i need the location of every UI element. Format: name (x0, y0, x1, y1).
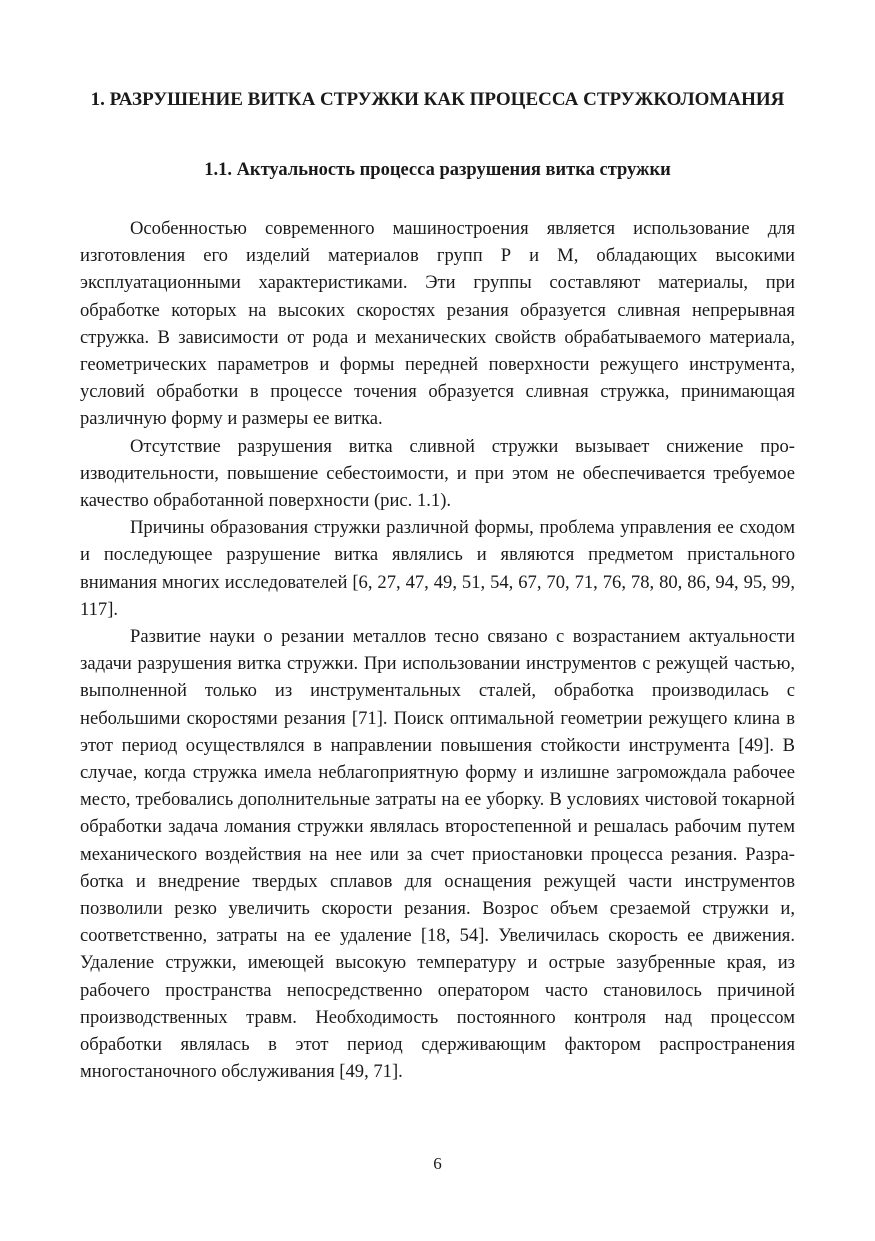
page-number: 6 (433, 1154, 442, 1173)
body-text (80, 215, 795, 1086)
section-title: 1.1. Актуальность процесса разрушения витка стружки (204, 160, 671, 180)
chapter-title: 1. РАЗРУШЕНИЕ ВИТКА СТРУЖКИ КАК ПРОЦЕССА СТРУЖКОЛОМАНИЯ (90, 89, 785, 110)
paragraph: Развитие науки о резании металлов тесно связано с возрастанием актуальности задачи разрушения витка стружки. При использовании инструментов с режущей частью, выполненной только из инструментальных сталей, обработка производилась с небольшими скоростями резания [71]. Поиск оптимальной геометрии режущего клина в этот период осуществлялся в направлении повышения стойкости инструмента [49]. В случае, когда стружка имела неблагоприятную форму и излишне загромождала рабочее место, требовались дополнительные затраты на ее уборку. В условиях чистовой токарной обработки задача ломания стружки являлась второстепенной и решалась рабочим путем механического воздействия на нее или за счет приостановки процесса резания. Разработка и внедрение твердых сплавов для оснащения режущей части инструментов позволили резко увеличить скорости резания. Возрос объем срезаемой стружки и, соответственно, затраты на ее удаление [18, 54]. Увеличилась скорость ее движения. Удаление стружки, имеющей высокую температуру и острые зазубренные края, из рабочего пространства непосредственно оператором часто становилось причиной производственных травм. Необходимость постоянного контроля над процессом обработки являлась в этот период сдерживающим фактором распространения многостаночного обслуживания [49, 71]. (80, 626, 795, 1083)
paragraph: Отсутствие разрушения витка сливной стружки вызывает снижение производительности, повышение себестоимости, и при этом не обеспечивается требуемое качество обработанной поверхности (рис. 1.1). (80, 435, 795, 512)
paragraph: Особенностью современного машиностроения является использование для изготовления его изделий материалов групп Р и М, обладающих высокими эксплуатационными характеристиками. Эти группы составляют материалы, при обработке которых на высоких скоростях резания образуется сливная непрерывная стружка. В зависимости от рода и механических свойств обрабатываемого материала, геометрических параметров и формы передней поверхности режущего инструмента, условий обработки в процессе точения образуется сливная стружка, принимающая различную форму и размеры ее витка. (80, 218, 795, 430)
paragraph: Причины образования стружки различной формы, проблема управления ее сходом и последующее разрушение витка являлись и являются предметом пристального внимания многих исследователей [6, 27, 47, 49, 51, 54, 67, 70, 71, 76, 78, 80, 86, 94, 95, 99, 117]. (80, 517, 795, 620)
